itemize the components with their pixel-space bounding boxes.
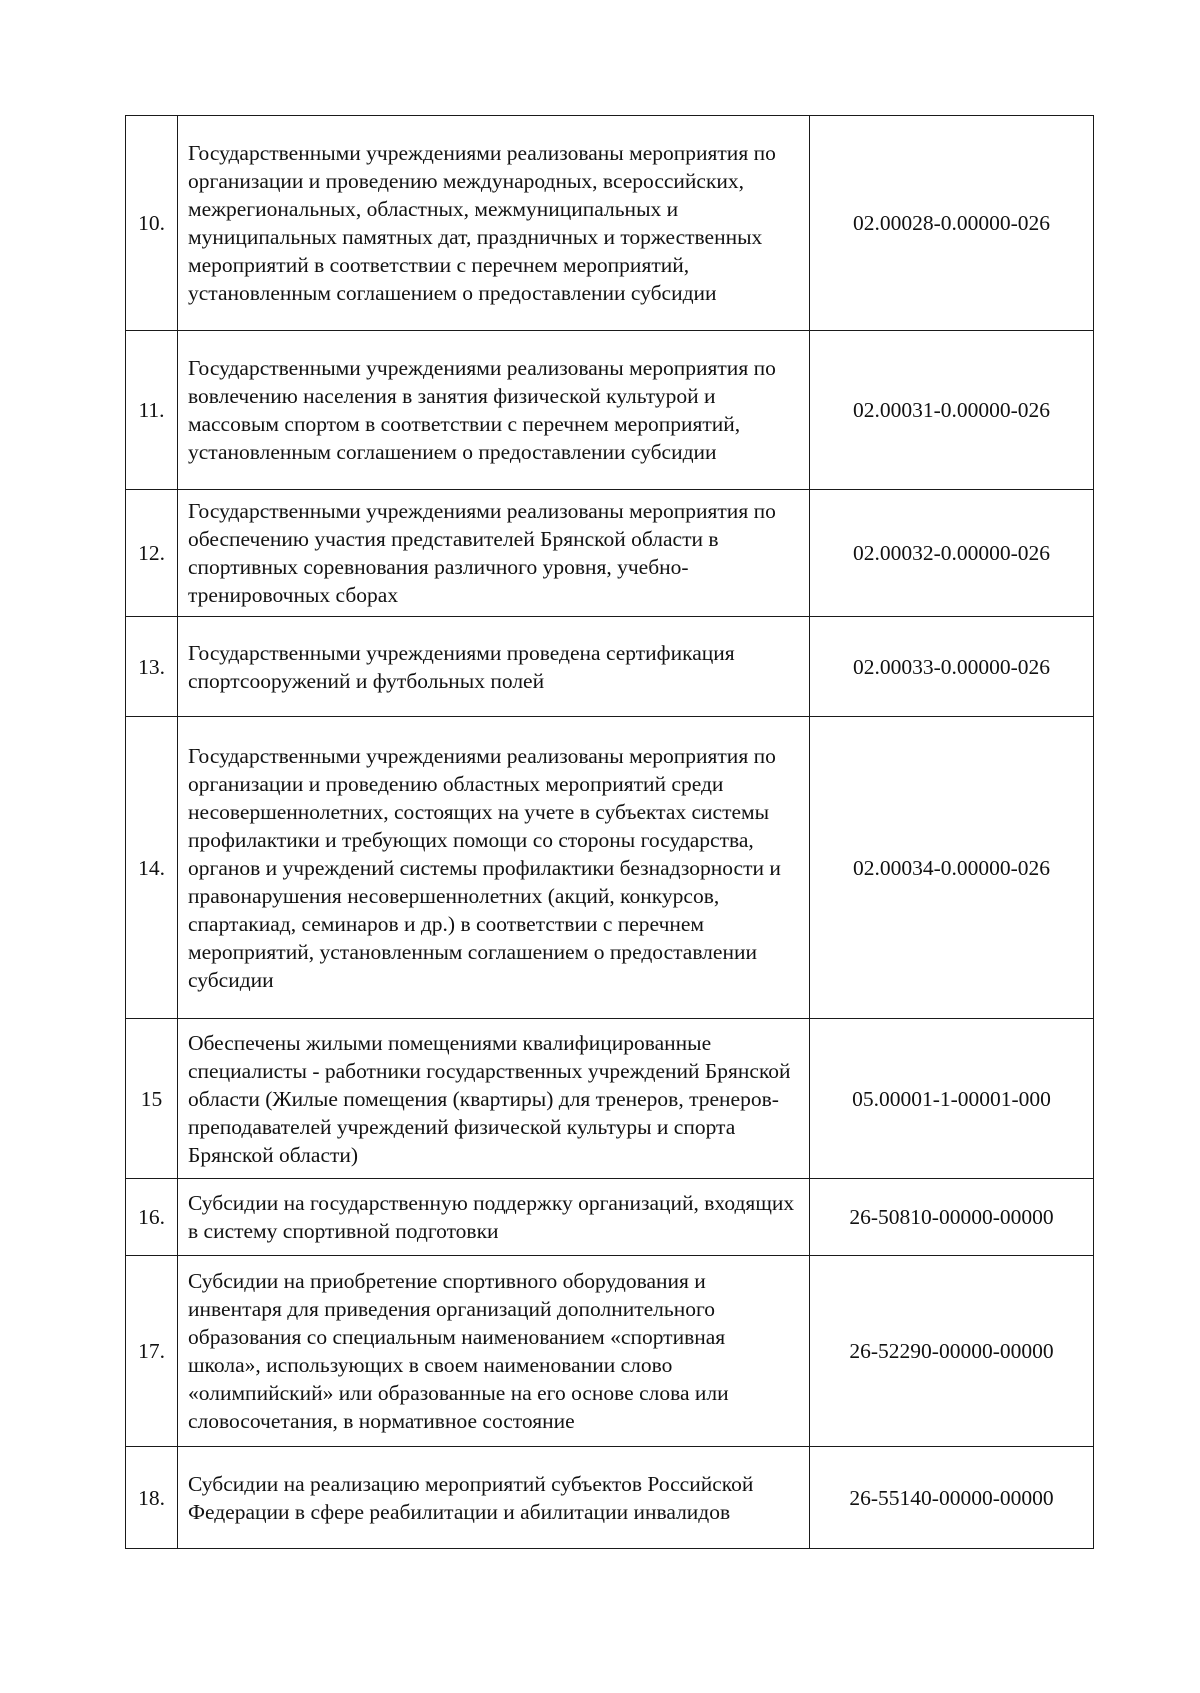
row-number: 11. — [126, 331, 178, 490]
row-code: 05.00001-1-00001-000 — [810, 1019, 1094, 1179]
table-row — [126, 717, 1094, 1019]
row-code: 26-52290-00000-00000 — [810, 1256, 1094, 1447]
table-row — [126, 1019, 1094, 1179]
row-number: 10. — [126, 116, 178, 331]
row-number: 16. — [126, 1179, 178, 1256]
row-description: Субсидии на реализацию мероприятий субъектов Российской Федерации в сфере реабилитации и абилитации инвалидов — [178, 1447, 810, 1549]
table-row — [126, 116, 1094, 331]
table-row — [126, 331, 1094, 490]
row-number: 13. — [126, 617, 178, 717]
row-description: Государственными учреждениями реализованы мероприятия по организации и проведению международных, всероссийских, межрегиональных, областных, межмуниципальных и муниципальных памятных дат, праздничных и торжественных мероприятий в соответствии с перечнем мероприятий, установленным соглашением о предоставлении субсидии — [178, 116, 810, 331]
row-code: 26-55140-00000-00000 — [810, 1447, 1094, 1549]
row-number: 17. — [126, 1256, 178, 1447]
row-code: 02.00031-0.00000-026 — [810, 331, 1094, 490]
row-number: 15 — [126, 1019, 178, 1179]
table-row — [126, 490, 1094, 617]
row-code: 02.00028-0.00000-026 — [810, 116, 1094, 331]
row-code: 02.00033-0.00000-026 — [810, 617, 1094, 717]
table-row — [126, 1447, 1094, 1549]
row-number: 14. — [126, 717, 178, 1019]
table-row — [126, 1179, 1094, 1256]
row-description: Государственными учреждениями проведена сертификация спортсооружений и футбольных полей — [178, 617, 810, 717]
table-row — [126, 617, 1094, 717]
row-code: 02.00032-0.00000-026 — [810, 490, 1094, 617]
row-description: Субсидии на государственную поддержку организаций, входящих в систему спортивной подготовки — [178, 1179, 810, 1256]
row-code: 02.00034-0.00000-026 — [810, 717, 1094, 1019]
row-number: 18. — [126, 1447, 178, 1549]
row-description: Субсидии на приобретение спортивного оборудования и инвентаря для приведения организаций дополнительного образования со специальным наименованием «спортивная школа», использующих в своем наименовании слово «олимпийский» или образованные на его основе слова или словосочетания, в нормативное состояние — [178, 1256, 810, 1447]
row-number: 12. — [126, 490, 178, 617]
subsidy-table — [125, 115, 1094, 1549]
row-description: Государственными учреждениями реализованы мероприятия по вовлечению населения в занятия физической культурой и массовым спортом в соответствии с перечнем мероприятий, установленным соглашением о предоставлении субсидии — [178, 331, 810, 490]
row-description: Обеспечены жилыми помещениями квалифицированные специалисты - работники государственных учреждений Брянской области (Жилые помещения (квартиры) для тренеров, тренеров-преподавателей учреждений физической культуры и спорта Брянской области) — [178, 1019, 810, 1179]
row-code: 26-50810-00000-00000 — [810, 1179, 1094, 1256]
row-description: Государственными учреждениями реализованы мероприятия по организации и проведению областных мероприятий среди несовершеннолетних, состоящих на учете в субъектах системы профилактики и требующих помощи со стороны государства, органов и учреждений системы профилактики безнадзорности и правонарушения несовершеннолетних (акций, конкурсов, спартакиад, семинаров и др.) в соответствии с перечнем мероприятий, установленным соглашением о предоставлении субсидии — [178, 717, 810, 1019]
row-description: Государственными учреждениями реализованы мероприятия по обеспечению участия представителей Брянской области в спортивных соревнования различного уровня, учебно-тренировочных сборах — [178, 490, 810, 617]
table-row — [126, 1256, 1094, 1447]
